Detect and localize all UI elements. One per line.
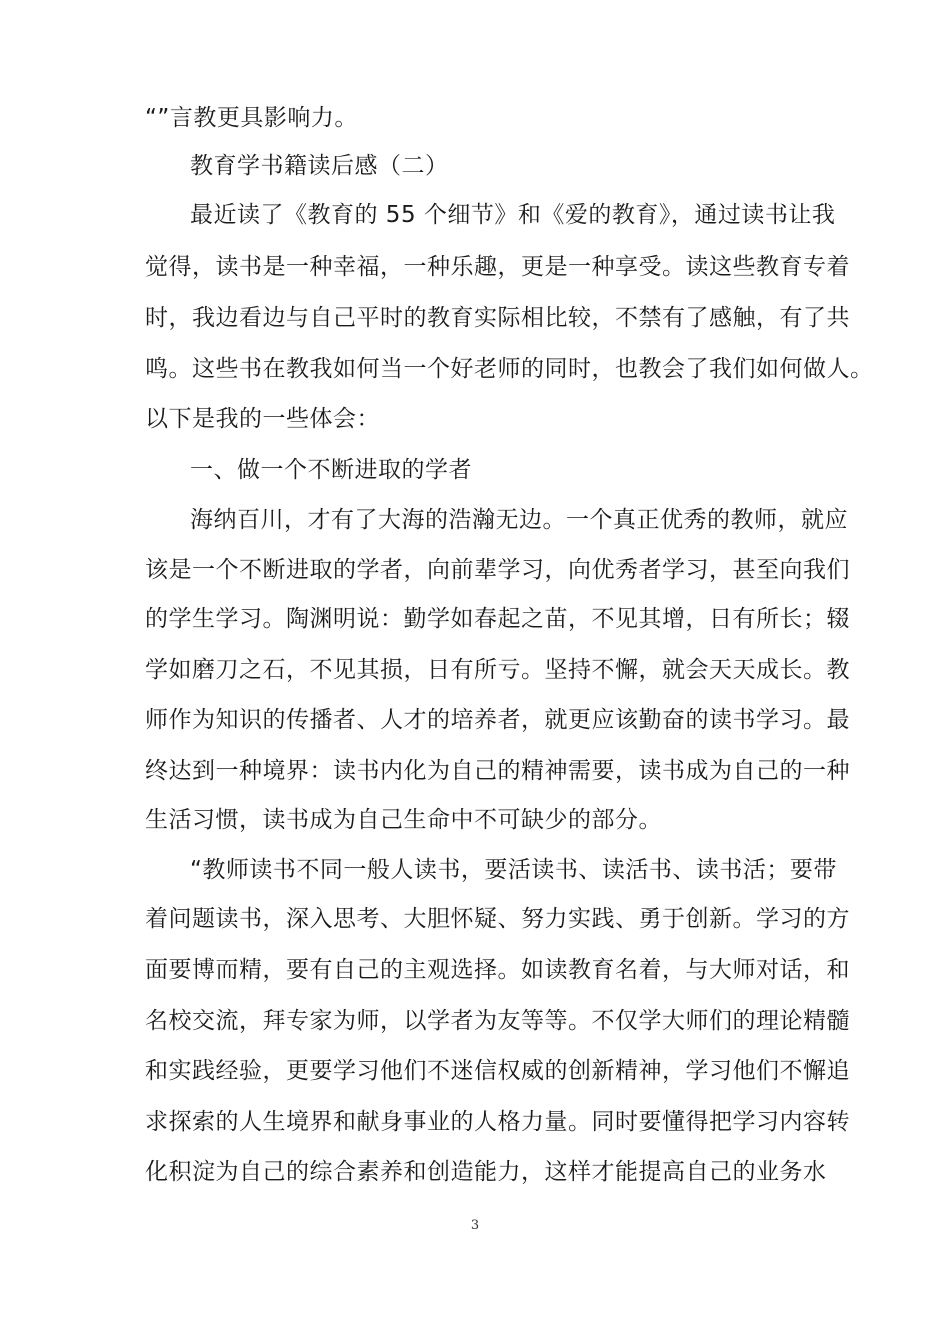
- text-line: 海纳百川，才有了大海的浩瀚无边。一个真正优秀的教师，就应: [190, 507, 848, 533]
- text-line: “教师读书不同一般人读书，要活读书、读活书、读书活；要带: [190, 857, 837, 883]
- text-line: “”言教更具影响力。: [145, 105, 358, 131]
- text-line: 的学生学习。陶渊明说：勤学如春起之苗，不见其增，日有所长；辍: [145, 606, 850, 632]
- section-heading: 教育学书籍读后感（二）: [190, 153, 449, 179]
- text-line: 着问题读书，深入思考、大胆怀疑、努力实践、勇于创新。学习的方: [145, 906, 850, 932]
- subheading: 一、做一个不断进取的学者: [190, 457, 472, 483]
- text-line: 以下是我的一些体会：: [145, 406, 380, 432]
- text-line: 求探索的人生境界和献身事业的人格力量。同时要懂得把学习内容转: [145, 1109, 850, 1135]
- page-number: 3: [470, 1218, 480, 1233]
- text-line: 觉得，读书是一种幸福，一种乐趣，更是一种享受。读这些教育专着: [145, 254, 850, 280]
- text-line: 最近读了《教育的 55 个细节》和《爱的教育》，通过读书让我: [190, 202, 836, 228]
- text-line: 鸣。这些书在教我如何当一个好老师的同时，也教会了我们如何做人。: [145, 356, 874, 382]
- text-line: 化积淀为自己的综合素养和创造能力，这样才能提高自己的业务水: [145, 1159, 827, 1185]
- text-line: 时，我边看边与自己平时的教育实际相比较，不禁有了感触，有了共: [145, 305, 850, 331]
- text-line: 师作为知识的传播者、人才的培养者，就更应该勤奋的读书学习。最: [145, 707, 850, 733]
- text-line: 终达到一种境界：读书内化为自己的精神需要，读书成为自己的一种: [145, 758, 850, 784]
- text-line: 生活习惯，读书成为自己生命中不可缺少的部分。: [145, 807, 662, 833]
- text-line: 该是一个不断进取的学者，向前辈学习，向优秀者学习，甚至向我们: [145, 557, 850, 583]
- text-line: 名校交流，拜专家为师，以学者为友等等。不仅学大师们的理论精髓: [145, 1008, 850, 1034]
- text-line: 学如磨刀之石，不见其损，日有所亏。坚持不懈，就会天天成长。教: [145, 657, 850, 683]
- text-line: 和实践经验，更要学习他们不迷信权威的创新精神，学习他们不懈追: [145, 1058, 850, 1084]
- text-line: 面要博而精，要有自己的主观选择。如读教育名着，与大师对话，和: [145, 957, 850, 983]
